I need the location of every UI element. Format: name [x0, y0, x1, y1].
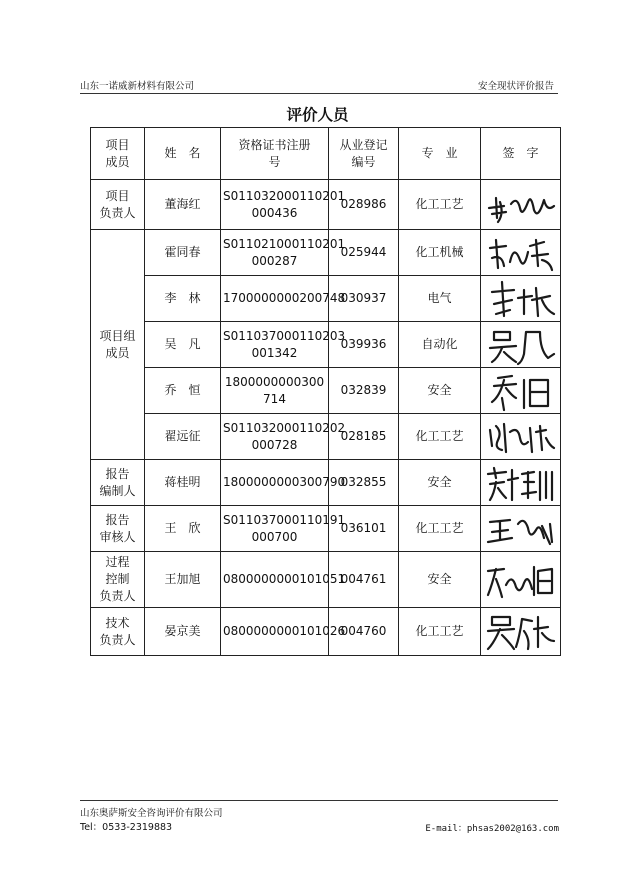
major-cell: 安全 [399, 552, 481, 608]
signature-cell [481, 180, 561, 230]
column-header-role: 项目 成员 [91, 128, 145, 180]
name-cell: 晏京美 [145, 608, 221, 656]
footer-tel: Tel：0533-2319883 [80, 822, 173, 833]
role-cell: 过程 控制 负责人 [91, 552, 145, 608]
reg-cell: 028185 [329, 414, 399, 460]
signature-2 [484, 232, 558, 274]
reg-cell: 028986 [329, 180, 399, 230]
signature-cell [481, 506, 561, 552]
signature-cell [481, 322, 561, 368]
cert-cell: S011037000110191 000700 [221, 506, 329, 552]
name-cell: 蒋桂明 [145, 460, 221, 506]
major-cell: 化工工艺 [399, 180, 481, 230]
signature-cell [481, 608, 561, 656]
reg-cell: 036101 [329, 506, 399, 552]
header-divider [80, 93, 558, 94]
table-row [91, 506, 561, 552]
major-cell: 化工工艺 [399, 608, 481, 656]
role-cell: 报告 审核人 [91, 506, 145, 552]
column-header-major: 专 业 [399, 128, 481, 180]
signature-4 [484, 324, 558, 366]
cert-cell: 1800000000300 714 [221, 368, 329, 414]
name-cell: 王加旭 [145, 552, 221, 608]
table-row [91, 180, 561, 230]
cert-cell: S011032000110201 000436 [221, 180, 329, 230]
signature-cell [481, 230, 561, 276]
cert-cell: S011032000110202 000728 [221, 414, 329, 460]
role-cell: 技术 负责人 [91, 608, 145, 656]
signature-9 [484, 559, 558, 601]
signature-5 [484, 370, 558, 412]
role-cell: 项目 负责人 [91, 180, 145, 230]
header-report-name: 安全现状评价报告 [478, 81, 555, 92]
reg-cell: 032855 [329, 460, 399, 506]
major-cell: 安全 [399, 368, 481, 414]
name-cell: 翟远征 [145, 414, 221, 460]
reg-cell: 004760 [329, 608, 399, 656]
reg-cell: 004761 [329, 552, 399, 608]
footer-email: E-mail：phsas2002@163.com [425, 824, 559, 834]
cert-cell: S011021000110201 000287 [221, 230, 329, 276]
signature-cell [481, 460, 561, 506]
footer-divider [80, 800, 558, 801]
cert-cell: 0800000000101026 [221, 608, 329, 656]
footer-contact [80, 807, 223, 835]
major-cell: 电气 [399, 276, 481, 322]
cert-cell: 1800000000300790 [221, 460, 329, 506]
name-cell: 乔 恒 [145, 368, 221, 414]
reg-cell: 030937 [329, 276, 399, 322]
signature-1 [484, 184, 558, 226]
name-cell: 李 林 [145, 276, 221, 322]
signature-6 [484, 416, 558, 458]
table-row [91, 368, 561, 414]
signature-cell [481, 552, 561, 608]
major-cell: 化工工艺 [399, 414, 481, 460]
table-row [91, 460, 561, 506]
cert-cell: 1700000000200748 [221, 276, 329, 322]
reg-cell: 025944 [329, 230, 399, 276]
name-cell: 王 欣 [145, 506, 221, 552]
role-cell: 项目组 成员 [91, 230, 145, 460]
signature-8 [484, 508, 558, 550]
column-header-reg: 从业登记 编号 [329, 128, 399, 180]
table-row [91, 276, 561, 322]
signature-3 [484, 278, 558, 320]
staff-table [90, 127, 561, 656]
major-cell: 化工机械 [399, 230, 481, 276]
signature-cell [481, 368, 561, 414]
cert-cell: S011037000110203 001342 [221, 322, 329, 368]
table-header-row [91, 128, 561, 180]
reg-cell: 039936 [329, 322, 399, 368]
table-row [91, 414, 561, 460]
column-header-signature: 签 字 [481, 128, 561, 180]
signature-10 [484, 611, 558, 653]
signature-cell [481, 414, 561, 460]
column-header-name: 姓 名 [145, 128, 221, 180]
major-cell: 自动化 [399, 322, 481, 368]
column-header-cert: 资格证书注册 号 [221, 128, 329, 180]
table-row [91, 608, 561, 656]
major-cell: 化工工艺 [399, 506, 481, 552]
signature-cell [481, 276, 561, 322]
role-cell: 报告 编制人 [91, 460, 145, 506]
name-cell: 董海红 [145, 180, 221, 230]
header-company: 山东一诺威新材料有限公司 [80, 81, 195, 92]
table-row [91, 230, 561, 276]
table-row [91, 552, 561, 608]
name-cell: 吴 凡 [145, 322, 221, 368]
cert-cell: 0800000000101051 [221, 552, 329, 608]
signature-7 [484, 462, 558, 504]
reg-cell: 032839 [329, 368, 399, 414]
table-row [91, 322, 561, 368]
major-cell: 安全 [399, 460, 481, 506]
name-cell: 霍同春 [145, 230, 221, 276]
page-title: 评价人员 [286, 106, 349, 124]
footer-company: 山东奥萨斯安全咨询评价有限公司 [80, 808, 223, 819]
